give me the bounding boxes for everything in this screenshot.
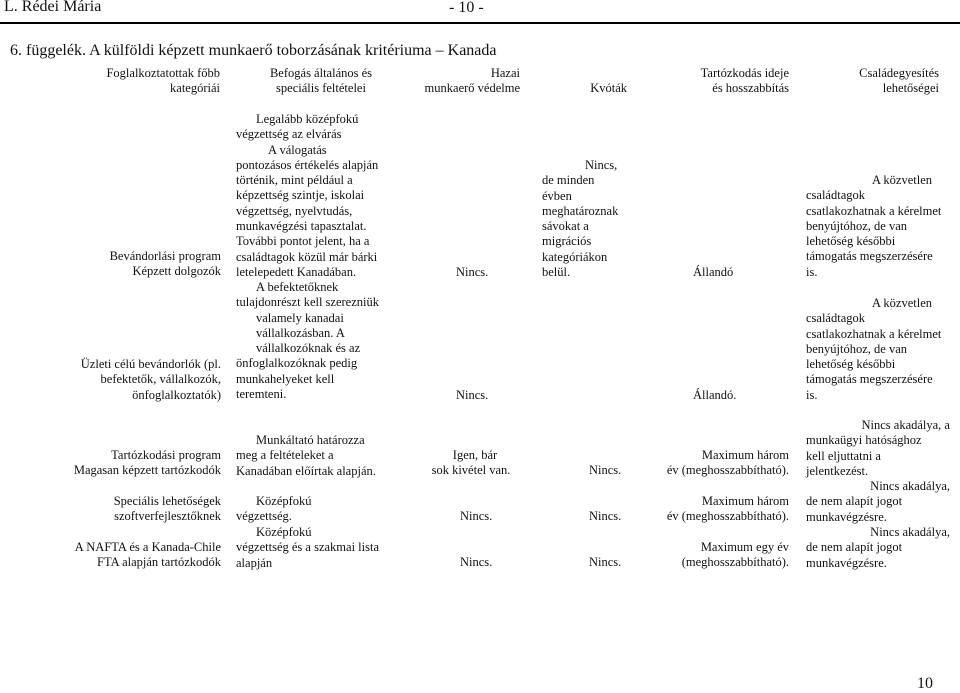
page-marker: - 10 - (449, 0, 484, 16)
row4-protection: Nincs. (460, 509, 493, 523)
row5-protection: Nincs. (460, 555, 493, 569)
row3-category: Tartózkodási program Magasan képzett tartózkodók (73, 448, 221, 478)
page-number: 10 (917, 675, 933, 692)
column-header-family: Családegyesítés lehetőségei (859, 66, 939, 96)
row1-conditions: Legalább középfokú végzettség az elvárás A válogatás pontozásos értékelés alapján történik, mint például a képzettség szintje, iskolai végzettség, nyelvtudás, munkavégzési tapasztalat. További pontot jelent, ha a családtagok közül már bárki letelepedett Kanadában. (236, 112, 379, 279)
row5-category: A NAFTA és a Kanada-Chile FTA alapján tartózkodók (74, 540, 221, 570)
row1-quotas: Nincs, de minden évben meghatároznak sávokat a migrációs kategóriákon belül. (542, 158, 619, 280)
row4-category: Speciális lehetőségek szoftverfejlesztőknek (113, 494, 221, 524)
row2-protection: Nincs. (456, 388, 489, 402)
row5-quotas: Nincs. (589, 555, 622, 569)
row4-conditions: Középfokú végzettség. (236, 494, 312, 524)
row3-family: Nincs akadálya, a munkaügyi hatósághoz kell eljuttatni a jelentkezést. (806, 418, 950, 478)
row3-conditions: Munkáltató határozza meg a feltételeket a Kanadában előírtak alapján. (236, 433, 376, 478)
row2-family: A közvetlen családtagok csatlakozhatnak a kérelmet benyújtóhoz, de van lehetőség későbbi támogatás megszerzésére is. (806, 296, 942, 402)
row1-stay: Állandó (693, 265, 734, 279)
row2-conditions: A befektetőknek tulajdonrészt kell szerezniük valamely kanadai vállalkozásban. A vállalkozóknak és az önfoglalkozóknak pedig munkahelyeket kell teremteni. (236, 280, 379, 402)
column-header-categories: Foglalkoztatottak főbb kategóriái (106, 66, 220, 96)
row2-stay: Állandó. (693, 388, 737, 402)
column-header-protection: Hazai munkaerő védelme (424, 66, 520, 96)
header-rule (0, 22, 960, 24)
page-title: 6. függelék. A külföldi képzett munkaerő toborzásának kritériuma – Kanada (10, 42, 497, 59)
row1-protection: Nincs. (456, 265, 489, 279)
row1-category: Bevándorlási program Képzett dolgozók (109, 249, 221, 279)
row3-quotas: Nincs. (589, 463, 622, 477)
row5-family: Nincs akadálya, de nem alapít jogot munkavégzésre. (806, 525, 950, 570)
row5-stay: Maximum egy év (meghosszabbítható). (681, 540, 789, 570)
column-header-quotas: Kvóták (590, 81, 627, 95)
column-header-conditions: Befogás általános és speciális feltételei (269, 66, 373, 96)
author-name: L. Rédei Mária (4, 0, 102, 15)
row4-stay: Maximum három év (meghosszabbítható). (666, 494, 789, 524)
row5-conditions: Középfokú végzettség és a szakmai lista alapján (236, 525, 379, 570)
row1-family: A közvetlen családtagok csatlakozhatnak a kérelmet benyújtóhoz, de van lehetőség későbbi támogatás megszerzésére is. (806, 173, 942, 279)
column-header-stay: Tartózkodás ideje és hosszabbítás (700, 66, 789, 96)
row4-family: Nincs akadálya, de nem alapít jogot munkavégzésre. (806, 479, 950, 524)
row2-category: Üzleti célú bevándorlók (pl. befektetők, vállalkozók, önfoglalkoztatók) (80, 357, 221, 402)
row3-protection: Igen, bár sok kivétel van. (431, 448, 511, 478)
row4-quotas: Nincs. (589, 509, 622, 523)
row3-stay: Maximum három év (meghosszabbítható). (666, 448, 789, 478)
